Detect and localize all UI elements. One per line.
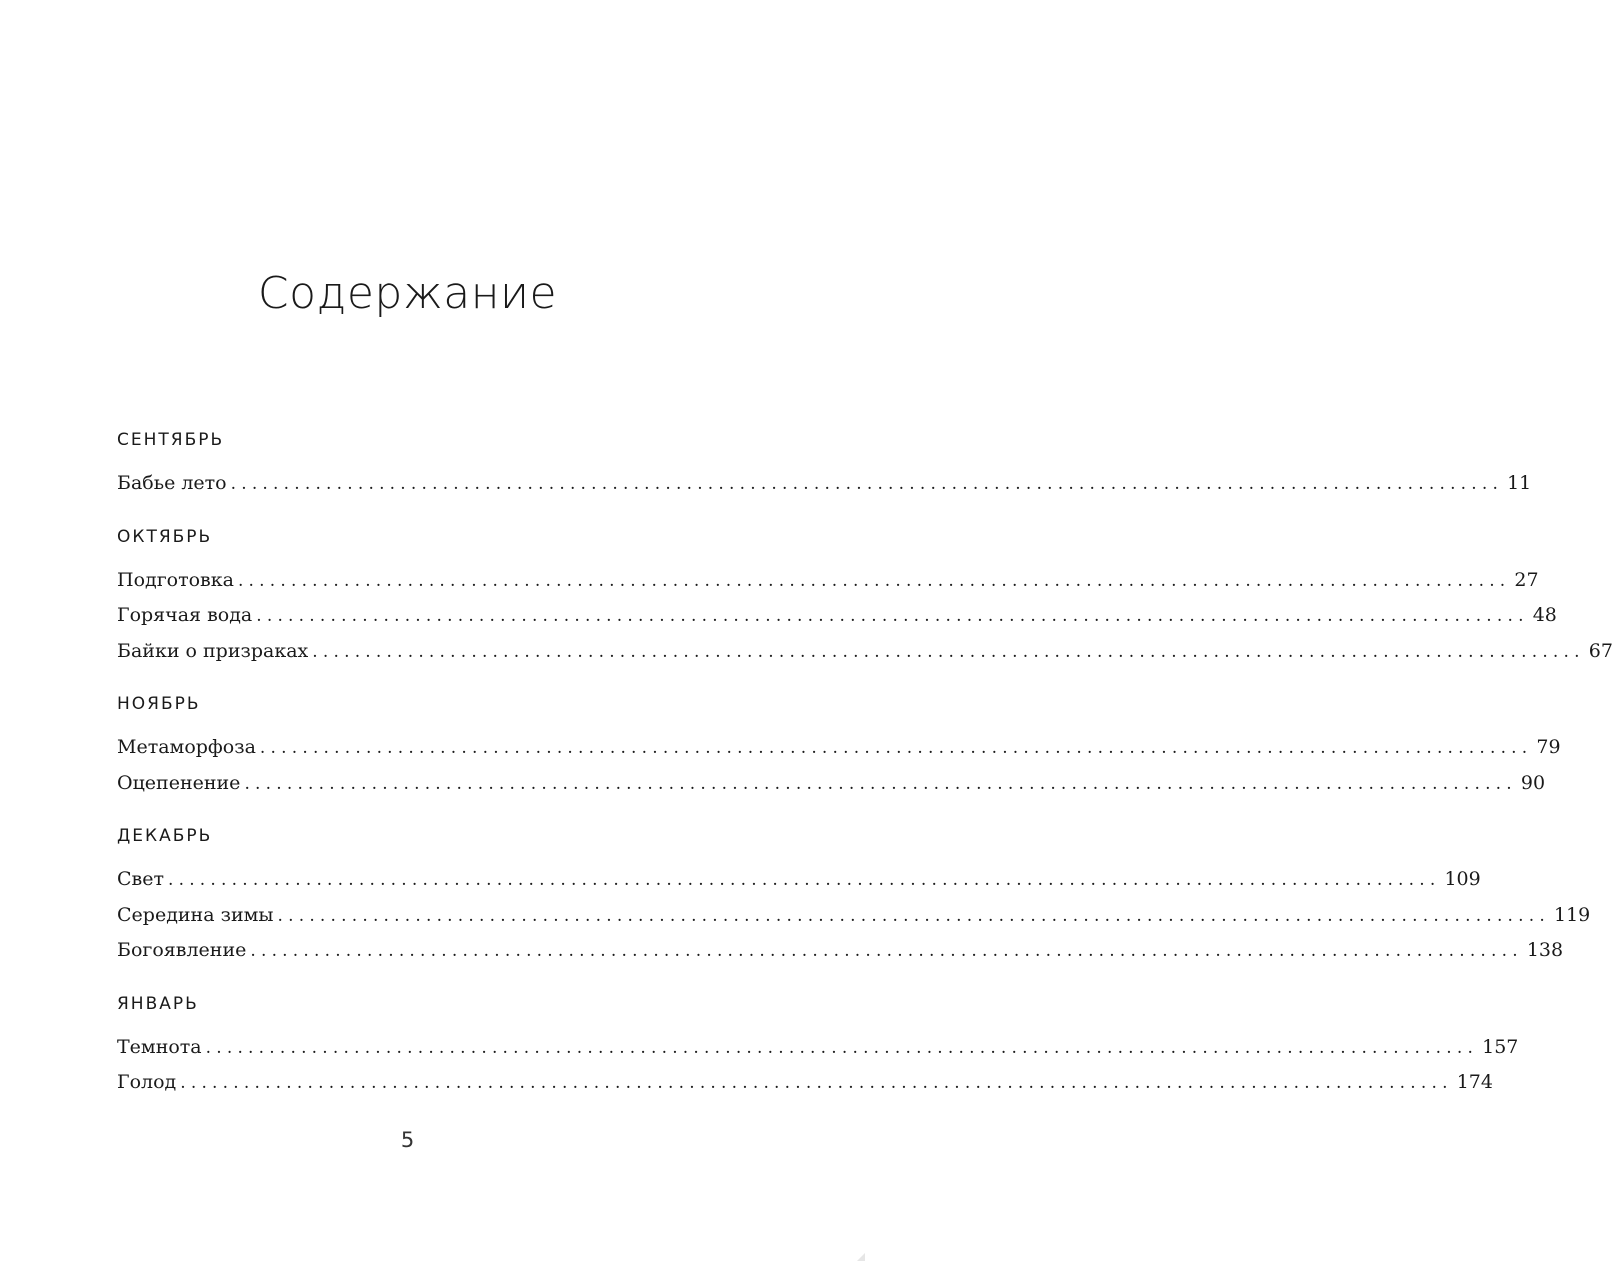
entry-page-number: 109 [1444, 868, 1481, 890]
toc-entry[interactable] [117, 730, 1561, 766]
entry-page-number: 174 [1456, 1071, 1493, 1093]
toc-section-october [117, 525, 1613, 670]
toc-entry[interactable] [117, 634, 1613, 670]
entry-title: Байки о призраках [117, 639, 309, 662]
dot-leader: ........................................................................................................................ [205, 1037, 1479, 1058]
entry-page-number: 157 [1482, 1035, 1519, 1058]
toc-entry[interactable] [117, 933, 1564, 969]
entry-title: Метаморфоза [117, 736, 256, 758]
dot-leader: ........................................................................................................................ [237, 570, 1511, 591]
entry-page-number: 90 [1520, 771, 1546, 794]
page-corner-mark [835, 1231, 865, 1261]
page-title: Содержание [257, 268, 558, 319]
toc-entry[interactable] [117, 1065, 1493, 1101]
toc-entry[interactable] [117, 766, 1546, 802]
dot-leader: ........................................................................................................................ [230, 474, 1504, 494]
dot-leader: ........................................................................................................................ [312, 641, 1585, 662]
entry-page-number: 138 [1526, 939, 1564, 961]
entry-title: Оцепенение [117, 771, 241, 794]
dot-leader: ........................................................................................................................ [244, 773, 1517, 794]
section-heading: СЕНТЯБРЬ [117, 430, 225, 450]
entry-title: Голод [117, 1071, 177, 1093]
toc-section-december [117, 824, 1591, 969]
toc-entry[interactable] [117, 598, 1557, 634]
entry-page-number: 67 [1588, 639, 1613, 662]
toc-section-november [117, 692, 1561, 801]
dot-leader: ........................................................................................................................ [259, 738, 1533, 758]
entry-title: Богоявление [117, 939, 247, 961]
entry-title: Горячая вода [117, 604, 253, 626]
entry-title: Подготовка [117, 568, 234, 591]
entry-title: Темнота [117, 1035, 202, 1058]
toc-entry[interactable] [117, 563, 1539, 599]
dot-leader: ........................................................................................................................ [168, 870, 1441, 890]
entry-page-number: 79 [1536, 736, 1561, 758]
entry-title: Бабье лето [117, 472, 227, 494]
dot-leader: ........................................................................................................................ [277, 905, 1550, 926]
table-of-contents [117, 428, 1613, 1101]
dot-leader: ........................................................................................................................ [256, 606, 1529, 626]
section-heading: ЯНВАРЬ [117, 993, 199, 1014]
section-heading: НОЯБРЬ [117, 694, 201, 714]
toc-section-january [117, 992, 1519, 1101]
toc-entry[interactable] [117, 862, 1481, 898]
entry-title: Середина зимы [117, 903, 274, 926]
entry-page-number: 11 [1507, 472, 1532, 494]
entry-page-number: 119 [1553, 903, 1591, 926]
section-heading: ОКТЯБРЬ [117, 526, 213, 547]
toc-entry[interactable] [117, 898, 1591, 934]
section-heading: ДЕКАБРЬ [117, 826, 213, 846]
entry-title: Свет [117, 868, 164, 890]
dot-leader: ........................................................................................................................ [250, 941, 1523, 961]
toc-entry[interactable] [117, 466, 1532, 502]
entry-page-number: 48 [1532, 604, 1557, 626]
page-number: 5 [400, 1128, 415, 1152]
toc-entry[interactable] [117, 1030, 1519, 1066]
dot-leader: ........................................................................................................................ [180, 1073, 1453, 1093]
toc-section-september [117, 428, 1532, 502]
entry-page-number: 27 [1514, 568, 1539, 591]
